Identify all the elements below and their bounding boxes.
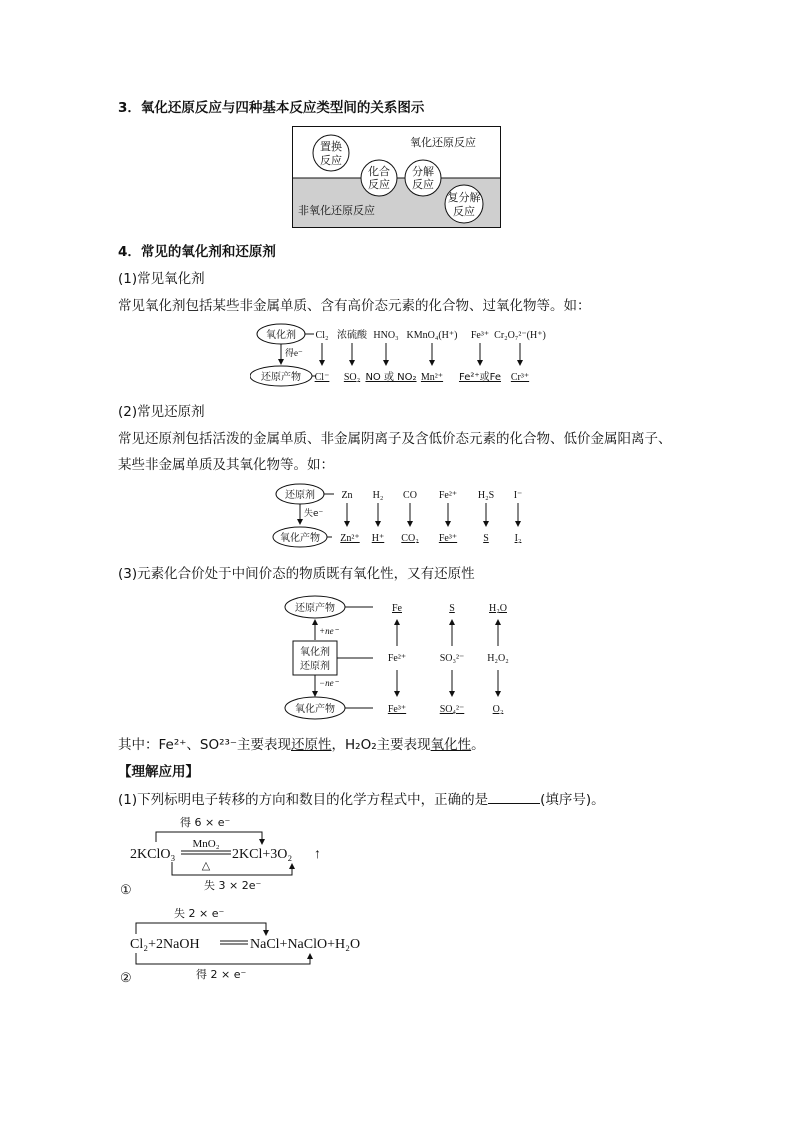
oxidant-top: Cr₂O₇²⁻(H⁺) <box>494 330 546 341</box>
oxidant-top: Cl₂ <box>315 330 329 341</box>
oxidant-bottom: Mn²⁺ <box>420 372 444 383</box>
gain-n-electrons: +ne⁻ <box>319 626 339 636</box>
reductants-diagram <box>272 482 532 548</box>
replacement-label-2: 反应 <box>320 154 342 167</box>
reductants-subtitle: (2)常见还原剂 <box>118 404 205 420</box>
intermediate-mid: SO₃²⁻ <box>439 653 465 664</box>
reductants-description-2: 某些非金属单质及其氧化物等。如： <box>118 457 334 473</box>
oxidation-product-bottom: 氧化产物 <box>295 704 335 715</box>
intermediate-bottom: SO₄²⁻ <box>439 704 465 715</box>
double-label-2: 反应 <box>453 205 475 218</box>
oxidation-product-label: 氧化产物 <box>280 533 320 544</box>
question-1-prefix: (1)下列标明电子转移的方向和数目的化学方程式中，正确的是 <box>118 792 489 808</box>
reductants-description-1: 常见还原剂包括活泼的金属单质、非金属阴离子及含低价态元素的化合物、低价金属阳离子、 <box>118 431 672 447</box>
reductant-top: Fe²⁺ <box>438 490 458 501</box>
eq1-right: 2KCl+3O₂ <box>232 847 293 862</box>
summary-end: 。 <box>471 737 485 753</box>
oxidant-bottom: SO₂ <box>343 372 361 383</box>
oxidant-top: Fe³⁺ <box>470 330 490 341</box>
combination-label-1: 化合 <box>368 165 390 178</box>
intermediate-mid: H₂O₂ <box>487 653 509 664</box>
decomposition-label-1: 分解 <box>412 165 434 178</box>
reductant-bottom: CO₂ <box>401 533 419 544</box>
summary-reducing: 还原性 <box>291 737 332 753</box>
eq1-gas-arrow: ↑ <box>314 847 321 862</box>
reduction-product-top: 还原产物 <box>295 603 335 614</box>
reductant-top: H₂S <box>477 490 495 501</box>
decomposition-label-2: 反应 <box>412 178 434 191</box>
redox-label: 氧化还原反应 <box>410 136 476 149</box>
intermediate-col-3 <box>487 603 508 715</box>
non-redox-label: 非氧化还原反应 <box>298 204 375 217</box>
reduction-product-label: 还原产物 <box>261 372 301 383</box>
reductant-col-3 <box>401 490 418 544</box>
reductant-label: 还原剂 <box>285 490 315 501</box>
intermediate-bottom: Fe³⁺ <box>387 704 407 715</box>
oxidant-label: 氧化剂 <box>266 330 296 341</box>
intermediate-top: S <box>449 603 455 614</box>
eq1-left: 2KClO₃ <box>130 847 176 862</box>
reductant-label: 还原剂 <box>300 661 330 672</box>
summary-line <box>118 733 485 753</box>
replacement-label-1: 置换 <box>320 140 342 153</box>
oxidant-bottom: Fe²⁺或Fe <box>458 372 502 383</box>
reductant-bottom: I₂ <box>514 533 522 544</box>
oxidant-top: 浓硫酸 <box>337 330 367 341</box>
eq1-heat: △ <box>201 860 211 872</box>
reductant-col-5 <box>478 490 494 544</box>
reductant-col-1 <box>340 490 359 544</box>
reductant-top: H₂ <box>372 490 384 501</box>
oxidant-bottom: Cr³⁺ <box>510 372 530 383</box>
eq2-left: Cl₂+2NaOH <box>130 937 200 952</box>
eq2-right: NaCl+NaClO+H₂O <box>250 937 361 952</box>
reductant-bottom: H⁺ <box>371 533 385 544</box>
intermediate-top: Fe <box>392 603 402 614</box>
question-1 <box>118 788 605 808</box>
lose-electron-label: 失e⁻ <box>304 509 324 519</box>
section3-title: 3．氧化还原反应与四种基本反应类型间的关系图示 <box>118 100 425 116</box>
combination-label-2: 反应 <box>368 178 390 191</box>
eq1-gain-label: 得 6 × e⁻ <box>180 816 231 829</box>
reductant-col-2 <box>372 490 385 544</box>
section4-title: 4．常见的氧化剂和还原剂 <box>118 244 276 260</box>
reductant-bottom: Fe³⁺ <box>438 533 458 544</box>
eq2-gain-label: 得 2 × e⁻ <box>196 968 247 981</box>
reductant-col-6 <box>514 490 523 544</box>
question-1-suffix: (填序号)。 <box>540 792 605 808</box>
equation-2 <box>116 904 396 988</box>
intermediate-top: H₂O <box>489 603 507 614</box>
apply-heading: 【理解应用】 <box>118 764 199 780</box>
eq2-lose-label: 失 2 × e⁻ <box>174 907 225 920</box>
oxidant-top: HNO₃ <box>373 330 399 341</box>
reductant-top: Zn <box>341 490 353 501</box>
intermediate-col-2 <box>440 603 465 715</box>
reductant-top: I⁻ <box>513 490 523 501</box>
lose-n-electrons: −ne⁻ <box>319 678 339 688</box>
intermediate-mid: Fe²⁺ <box>387 653 407 664</box>
summary-middle: ，H₂O₂主要表现 <box>331 737 431 753</box>
intermediate-bottom: O₂ <box>492 704 504 715</box>
oxidant-bottom: Cl⁻ <box>314 372 330 383</box>
oxidant-col-2 <box>337 328 368 383</box>
intermediate-col-1 <box>388 603 406 715</box>
oxidants-diagram <box>250 322 550 388</box>
oxidants-description: 常见氧化剂包括某些非金属单质、含有高价态元素的化合物、过氧化物等。如： <box>118 298 591 314</box>
intermediate-subtitle: (3)元素化合价处于中间价态的物质既有氧化性，又有还原性 <box>118 566 475 582</box>
summary-oxidizing: 氧化性 <box>430 737 472 753</box>
eq1-lose-label: 失 3 × 2e⁻ <box>204 879 262 892</box>
eq1-catalyst: MnO₂ <box>192 838 220 850</box>
redox-relation-diagram <box>292 126 502 228</box>
reductant-top: CO <box>403 490 417 501</box>
reductant-bottom: Zn²⁺ <box>340 533 360 544</box>
oxidant-top: KMnO₄(H⁺) <box>406 330 458 341</box>
eq1-number: ① <box>120 882 132 897</box>
oxidant-col-6 <box>494 330 546 383</box>
eq2-number: ② <box>120 970 132 985</box>
answer-blank[interactable] <box>488 791 540 804</box>
oxidants-subtitle: (1)常见氧化剂 <box>118 271 205 287</box>
reductant-col-4 <box>439 490 457 544</box>
oxidant-bottom: NO 或 NO₂ <box>365 372 417 383</box>
gain-electron-label: 得e⁻ <box>285 348 303 358</box>
equation-1 <box>116 812 346 898</box>
reductant-bottom: S <box>483 533 489 544</box>
summary-prefix: 其中：Fe²⁺、SO²³⁻主要表现 <box>118 737 292 753</box>
oxidant-col-1 <box>315 330 330 383</box>
intermediate-diagram <box>283 594 523 724</box>
double-label-1: 复分解 <box>447 191 481 204</box>
oxidant-label: 氧化剂 <box>300 647 330 658</box>
